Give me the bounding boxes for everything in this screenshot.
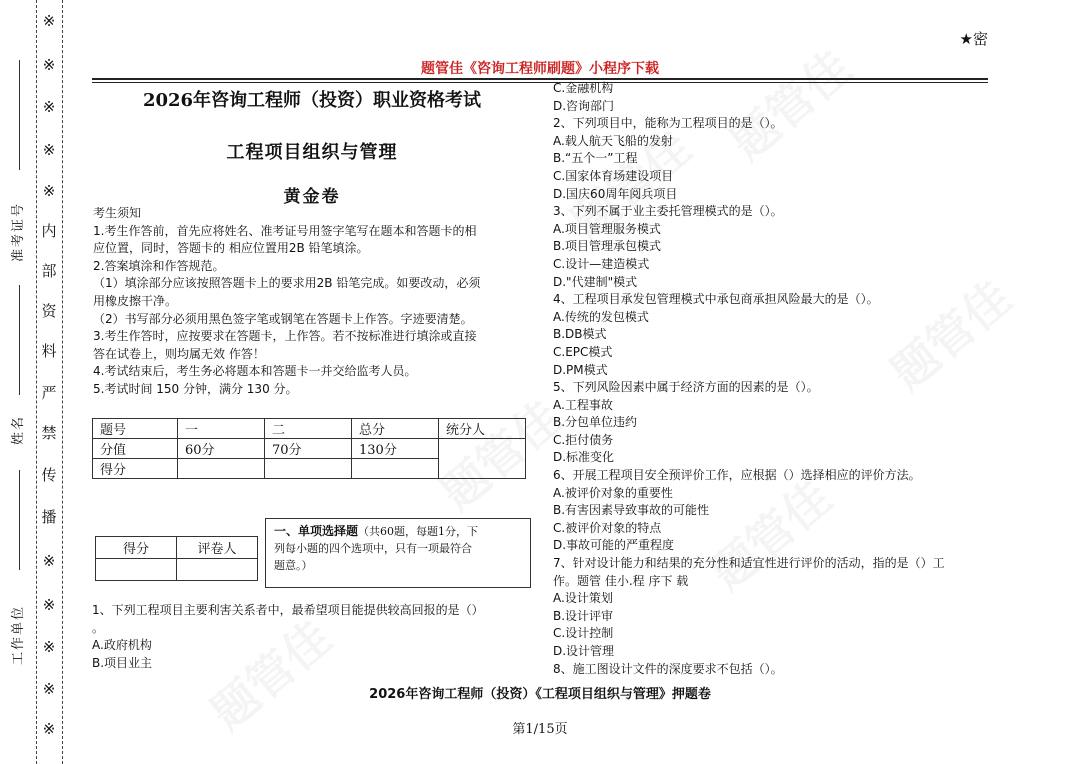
binding-mark: ※	[42, 638, 56, 656]
table-cell: 60分	[178, 439, 265, 459]
question-option: C.国家体育场建设项目	[553, 168, 674, 183]
question-option: B.有害因素导致事故的可能性	[553, 503, 710, 518]
notes-line: 1.考生作答前，首先应将姓名、准考证号用签字笔写在题本和答题卡的相	[93, 223, 477, 238]
question-list-left	[92, 602, 532, 672]
binding-mark: ※	[42, 596, 56, 614]
question-option: C.金融机构	[553, 81, 614, 95]
exam-number-label: 准考证号	[11, 201, 26, 262]
field-rule	[19, 470, 20, 570]
binding-mark: ※	[42, 12, 56, 30]
exam-title: 2026年咨询工程师（投资）职业资格考试	[142, 90, 482, 111]
question-stem: 3、下列不属于业主委托管理模式的是（）。	[553, 204, 783, 219]
table-cell[interactable]	[96, 559, 177, 581]
table-header-cell: 统分人	[439, 419, 526, 439]
question-option: A.被评价对象的重要性	[553, 485, 673, 500]
question-option: A.政府机构	[92, 638, 152, 652]
table-cell: 130分	[352, 439, 439, 459]
binding-mark: 内	[41, 222, 57, 240]
binding-mark: ※	[42, 98, 56, 116]
binding-mark: ※	[42, 720, 56, 738]
table-row	[96, 537, 258, 559]
question-stem: 作。题管 佳小.程 序下 载	[553, 573, 689, 588]
question-stem: 7、针对设计能力和结果的充分性和适宜性进行评价的活动，指的是（）工	[553, 556, 945, 571]
table-header-cell: 题号	[93, 419, 178, 439]
section-desc: 列每小题的四个选项中，只有一项最符合	[274, 542, 472, 555]
question-option: C.设计控制	[553, 626, 614, 641]
question-option: D.咨询部门	[553, 98, 615, 113]
binding-mark: 播	[41, 508, 57, 526]
table-cell-scorer[interactable]	[439, 439, 526, 479]
binding-mark: 禁	[41, 424, 57, 442]
question-stem: 1、下列工程项目主要利害关系者中，最希望项目能提供较高回报的是（）	[92, 603, 484, 617]
secret-mark: ★密	[959, 30, 988, 48]
question-option: C.拒付债务	[553, 432, 614, 447]
binding-mark: ※	[42, 552, 56, 570]
binding-mark: 部	[41, 262, 57, 280]
question-stem: 6、开展工程项目安全预评价工作，应根据（）选择相应的评价方法。	[553, 468, 921, 483]
question-option: B.DB模式	[553, 327, 607, 342]
question-list-right	[553, 80, 993, 678]
question-stem: 8、施工图设计文件的深度要求不包括（）。	[553, 661, 783, 676]
question-option: B.项目管理承包模式	[553, 239, 662, 254]
question-option: B.设计评审	[553, 608, 614, 623]
question-option: A.项目管理服务模式	[553, 221, 661, 236]
notes-line: 答在试卷上，则均属无效 作答！	[93, 346, 265, 361]
binding-mark: 传	[41, 466, 57, 484]
question-option: D.设计管理	[553, 644, 615, 658]
question-option: A.传统的发包模式	[553, 309, 649, 324]
notes-line: （2）书写部分必须用黑色签字笔或钢笔在答题卡上作答。字迹要清楚。	[93, 311, 473, 326]
table-header-cell: 得分	[96, 537, 177, 559]
section-desc: （共60题，每题1分，下	[358, 525, 479, 538]
table-header-cell: 二	[265, 419, 352, 439]
table-row	[93, 419, 526, 439]
question-option: D.标准变化	[553, 450, 615, 465]
question-option: C.EPC模式	[553, 344, 613, 359]
exam-instructions	[93, 205, 529, 399]
edition-title: 黄金卷	[283, 187, 341, 207]
work-unit-label: 工作单位	[11, 604, 26, 665]
notes-line: 用橡皮擦干净。	[93, 293, 178, 308]
section-heading: 一、单项选择题	[274, 524, 359, 538]
question-option: A.工程事故	[553, 397, 613, 412]
notes-line: 5.考试时间 150 分钟，满分 130 分。	[93, 381, 298, 396]
question-option: A.设计策划	[553, 591, 613, 606]
question-option: D.事故可能的严重程度	[553, 538, 675, 553]
binding-mark: ※	[42, 182, 56, 200]
table-cell: 分值	[93, 439, 178, 459]
binding-mark: 料	[41, 342, 57, 360]
binding-mark: 资	[41, 302, 57, 320]
question-option: D.PM模式	[553, 362, 608, 377]
notes-line: 应位置，同时，答题卡的 相应位置用2B 铅笔填涂。	[93, 241, 369, 256]
table-header-cell: 总分	[352, 419, 439, 439]
question-stem: 5、下列风险因素中属于经济方面的因素的是（）。	[553, 380, 819, 395]
section-desc: 题意。）	[274, 559, 313, 572]
question-option: A.载人航天飞船的发射	[553, 133, 673, 148]
promo-banner[interactable]: 题管佳《咨询工程师刷题》小程序下载	[421, 61, 659, 77]
question-option: D."代建制"模式	[553, 274, 638, 289]
field-rule	[19, 285, 20, 395]
subject-title: 工程项目组织与管理	[226, 142, 398, 163]
table-header-cell: 一	[178, 419, 265, 439]
score-table	[92, 418, 526, 479]
table-cell[interactable]	[265, 459, 352, 479]
table-cell: 得分	[93, 459, 178, 479]
table-row	[96, 559, 258, 581]
section-instructions	[265, 518, 531, 588]
question-option: B.“五个一”工程	[553, 151, 638, 166]
question-option: D.国庆60周年阅兵项目	[553, 186, 678, 201]
name-label: 姓名	[11, 414, 26, 445]
notes-line: 4.考试结束后，考生务必将题本和答题卡一并交给监考人员。	[93, 364, 417, 379]
question-stem: 。	[92, 620, 105, 635]
question-option: B.项目业主	[92, 655, 153, 670]
notes-line: 3.考生作答时，应按要求在答题卡，上作答。若不按标准进行填涂或直接	[93, 329, 477, 344]
table-cell[interactable]	[178, 459, 265, 479]
binding-mark: 严	[41, 384, 57, 402]
notes-heading: 考生须知	[93, 206, 142, 220]
binding-mark: ※	[42, 141, 56, 159]
page-number: 第1/15页	[512, 722, 568, 737]
grader-table	[95, 536, 258, 581]
notes-line: （1）填涂部分应该按照答题卡上的要求用2B 铅笔完成。如要改动，必须	[93, 276, 481, 291]
footer-title: 2026年咨询工程师（投资）《工程项目组织与管理》押题卷	[369, 687, 711, 702]
question-option: C.设计—建造模式	[553, 256, 650, 271]
question-stem: 4、工程项目承发包管理模式中承包商承担风险最大的是（）。	[553, 292, 879, 307]
binding-mark: ※	[42, 680, 56, 698]
notes-line: 2.答案填涂和作答规范。	[93, 258, 225, 273]
table-row	[93, 439, 526, 459]
table-header-cell: 评卷人	[177, 537, 258, 559]
question-stem: 2、下列项目中，能称为工程项目的是（）。	[553, 116, 783, 131]
table-cell[interactable]	[177, 559, 258, 581]
binding-mark: ※	[42, 56, 56, 74]
question-option: B.分包单位违约	[553, 415, 638, 430]
binding-line	[62, 0, 64, 764]
table-cell[interactable]	[352, 459, 439, 479]
table-cell: 70分	[265, 439, 352, 459]
question-option: C.被评价对象的特点	[553, 520, 662, 535]
